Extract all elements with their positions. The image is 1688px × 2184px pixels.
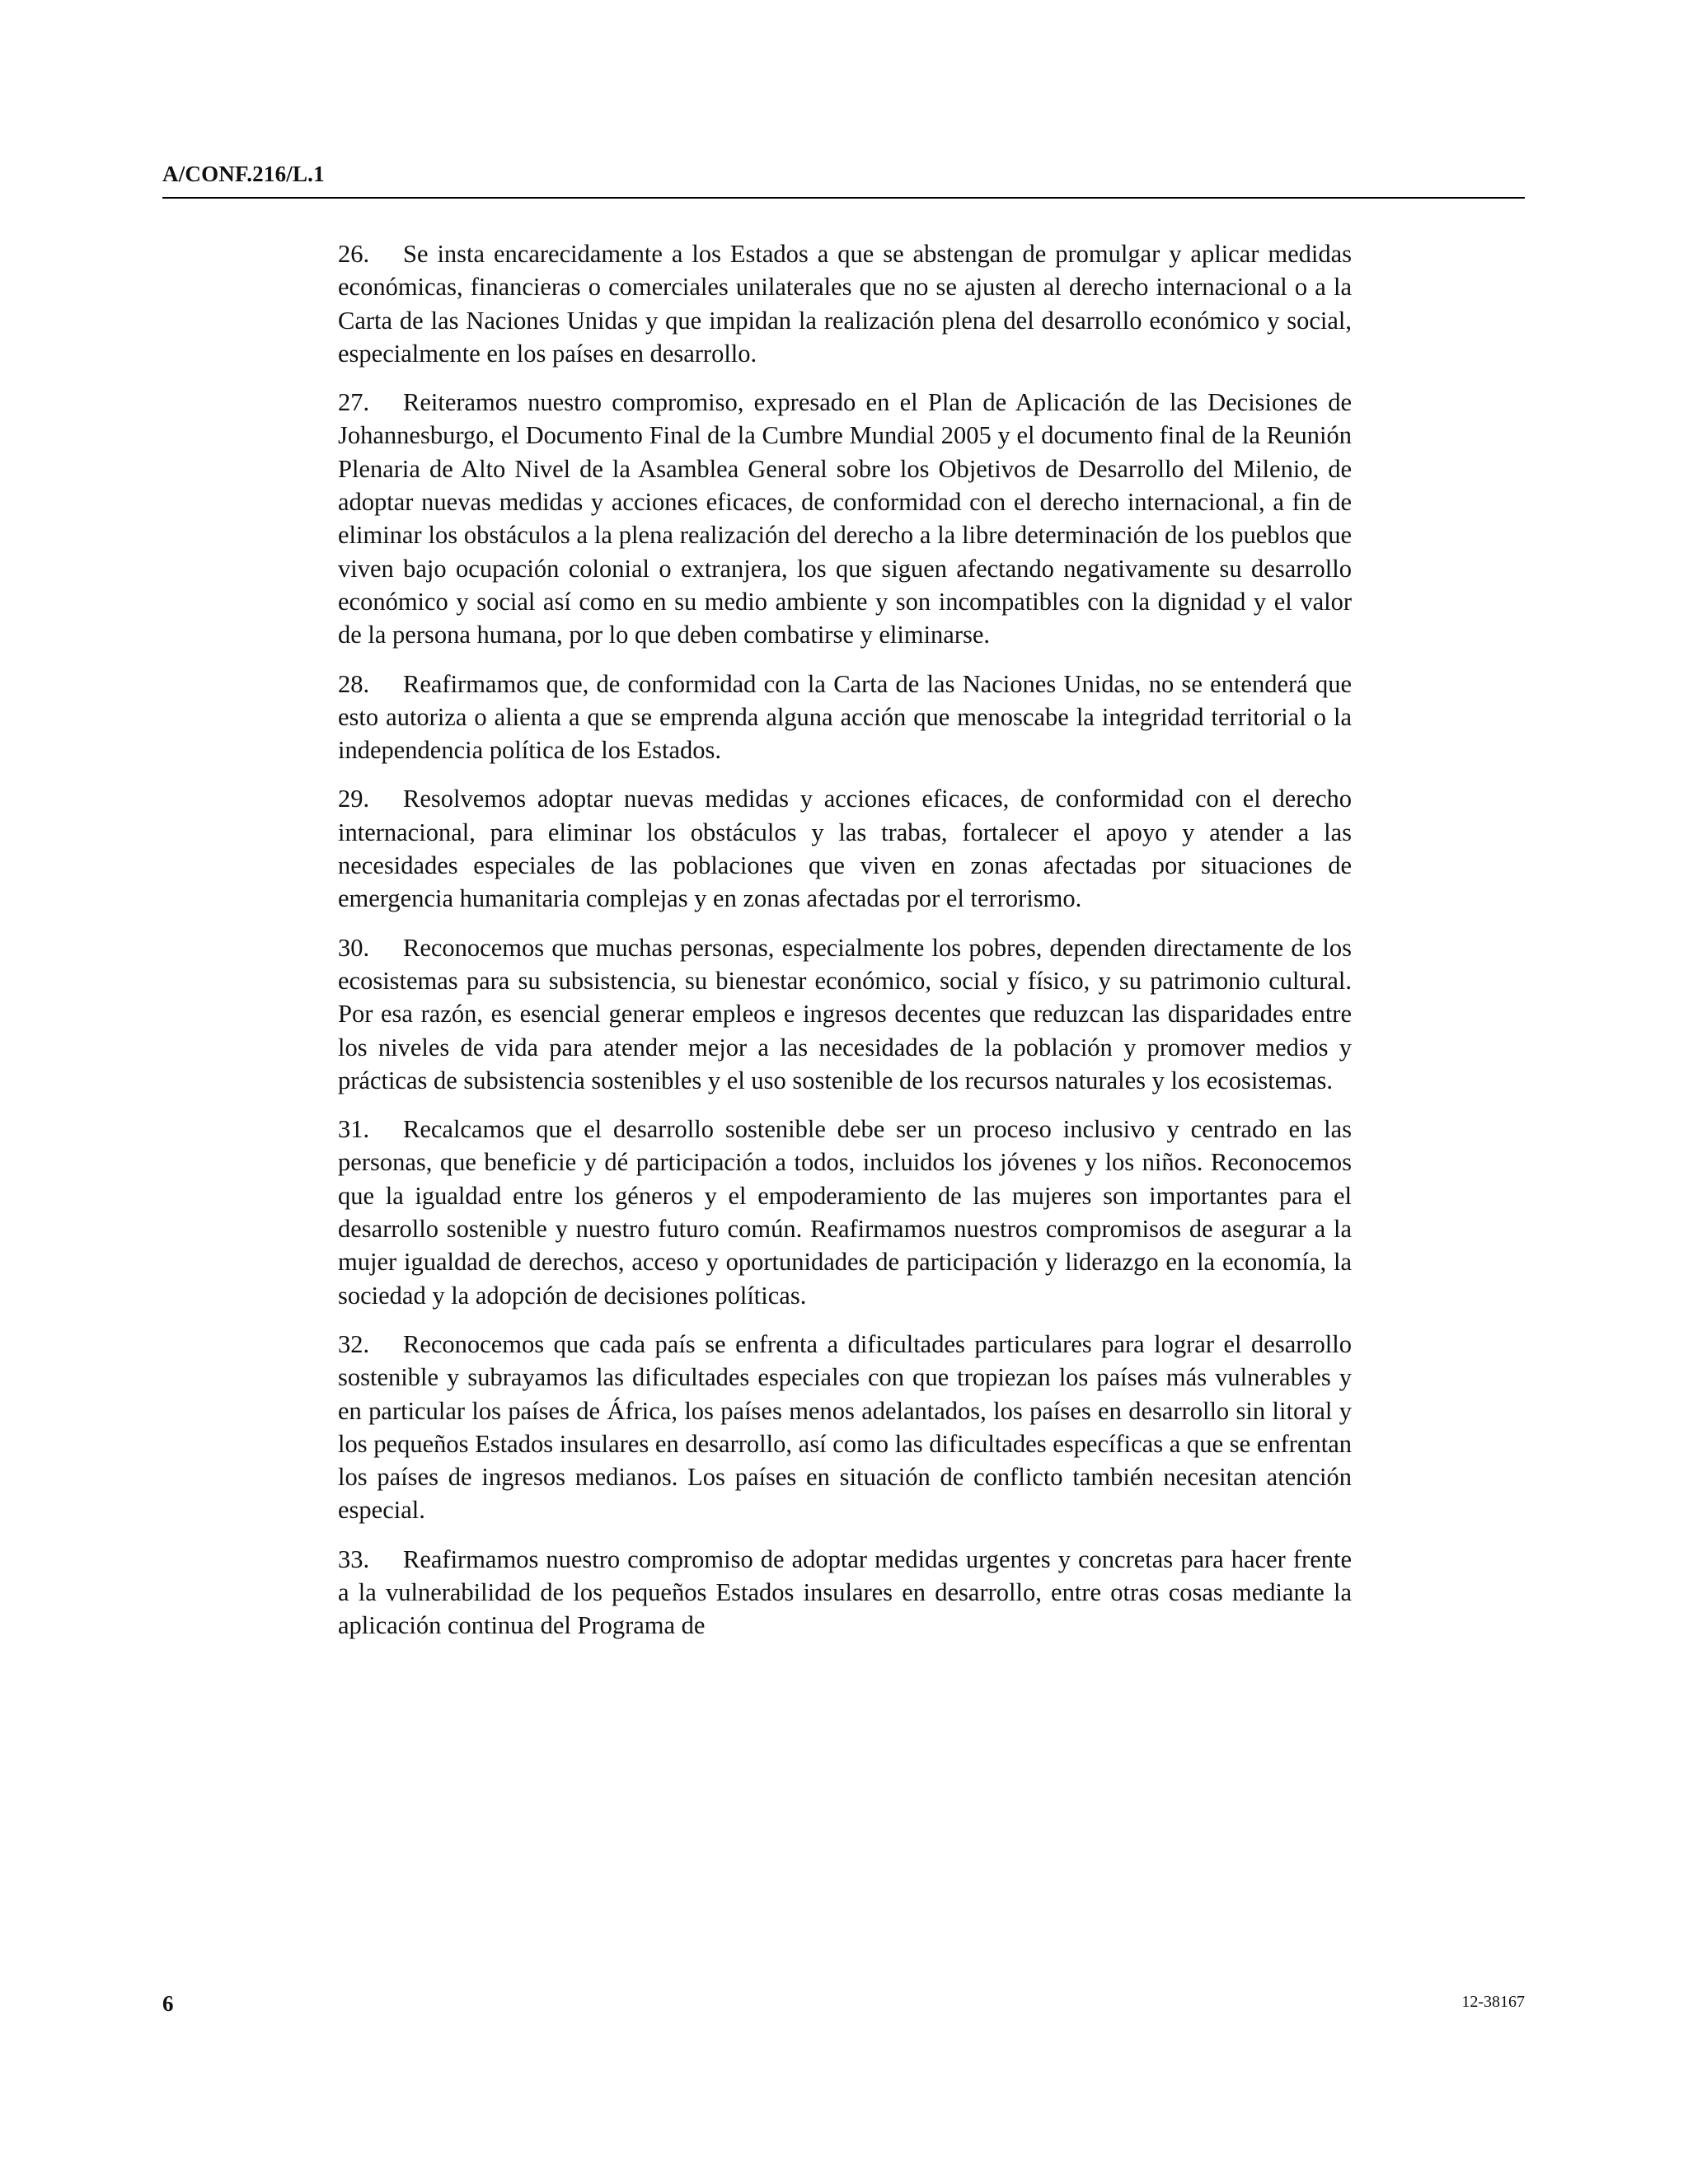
paragraph-text: Reiteramos nuestro compromiso, expresado en el Plan de Aplicación de las Decisiones de Johannesburgo, el Documento Final de la Cumbre Mundial 2005 y el documento final de la Reunión Plenaria de Alto Nivel de la Asamblea General sobre los Objetivos de Desarrollo del Milenio, de adoptar nuevas medidas y acciones eficaces, de conformidad con el derecho internacional, a fin de eliminar los obstáculos a la plena realización del derecho a la libre determinación de los pueblos que viven bajo ocupación colonial o extranjera, los que siguen afectando negativamente su desarrollo económico y social así como en su medio ambiente y son incompatibles con la dignidad y el valor de la persona humana, por lo que deben combatirse y eliminarse. [338,388,1352,649]
paragraph-text: Se insta encarecidamente a los Estados a que se abstengan de promulgar y aplicar medidas económicas, financieras o comerciales unilaterales que no se ajusten al derecho internacional o a la Carta de las Naciones Unidas y que impidan la realización plena del desarrollo económico y social, especialmente en los países en desarrollo. [338,240,1352,368]
paragraph-31 [338,1113,1352,1312]
paragraph-text: Reafirmamos que, de conformidad con la Carta de las Naciones Unidas, no se entenderá que esto autoriza o alienta a que se emprenda alguna acción que menoscabe la integridad territorial o la independencia política de los Estados. [338,669,1352,765]
paragraph-text: Reconocemos que cada país se enfrenta a dificultades particulares para lograr el desarrollo sostenible y subrayamos las dificultades especiales con que tropiezan los países más vulnerables y en particular los países de África, los países menos adelantados, los países en desarrollo sin litoral y los pequeños Estados insulares en desarrollo, así como las dificultades específicas a que se enfrentan los países de ingresos medianos. Los países en situación de conflicto también necesitan atención especial. [338,1329,1352,1525]
paragraph-32 [338,1328,1352,1527]
paragraph-number: 29. [338,785,370,813]
page-number: 6 [162,1991,174,2016]
paragraph-29 [338,782,1352,915]
paragraph-text: Resolvemos adoptar nuevas medidas y acciones eficaces, de conformidad con el derecho internacional, para eliminar los obstáculos y las trabas, fortalecer el apoyo y atender a las necesidades especiales de las poblaciones que viven en zonas afectadas por situaciones de emergencia humanitaria complejas y en zonas afectadas por el terrorismo. [338,785,1352,913]
paragraph-number: 31. [338,1115,370,1144]
paragraph-number: 26. [338,240,370,268]
paragraph-number: 32. [338,1329,370,1358]
paragraph-27 [338,386,1352,651]
paragraph-number: 30. [338,933,370,962]
paragraph-text: Reconocemos que muchas personas, especialmente los pobres, dependen directamente de los ecosistemas para su subsistencia, su bienestar económico, social y físico, y su patrimonio cultural. Por esa razón, es esencial generar empleos e ingresos decentes que reduzcan las disparidades entre los niveles de vida para atender mejor a las necesidades de la población y promover medios y prácticas de subsistencia sostenibles y el uso sostenible de los recursos naturales y los ecosistemas. [338,933,1352,1094]
paragraph-number: 28. [338,669,370,698]
paragraph-26 [338,237,1352,370]
document-code: 12-38167 [1461,1993,1525,2011]
paragraph-number: 33. [338,1544,370,1573]
paragraph-28 [338,668,1352,767]
paragraph-30 [338,931,1352,1097]
document-symbol: A/CONF.216/L.1 [162,162,325,186]
document-body [338,237,1352,1658]
paragraph-number: 27. [338,388,370,417]
paragraph-33 [338,1543,1352,1643]
paragraph-text: Recalcamos que el desarrollo sostenible debe ser un proceso inclusivo y centrado en las personas, que beneficie y dé participación a todos, incluidos los jóvenes y los niños. Reconocemos que la igualdad entre los géneros y el empoderamiento de las mujeres son importantes para el desarrollo sostenible y nuestro futuro común. Reafirmamos nuestros compromisos de asegurar a la mujer igualdad de derechos, acceso y oportunidades de participación y liderazgo en la economía, la sociedad y la adopción de decisiones políticas. [338,1115,1352,1310]
header-rule [162,197,1525,199]
paragraph-text: Reafirmamos nuestro compromiso de adoptar medidas urgentes y concretas para hacer frente a la vulnerabilidad de los pequeños Estados insulares en desarrollo, entre otras cosas mediante la aplicación continua del Programa de [338,1544,1352,1640]
